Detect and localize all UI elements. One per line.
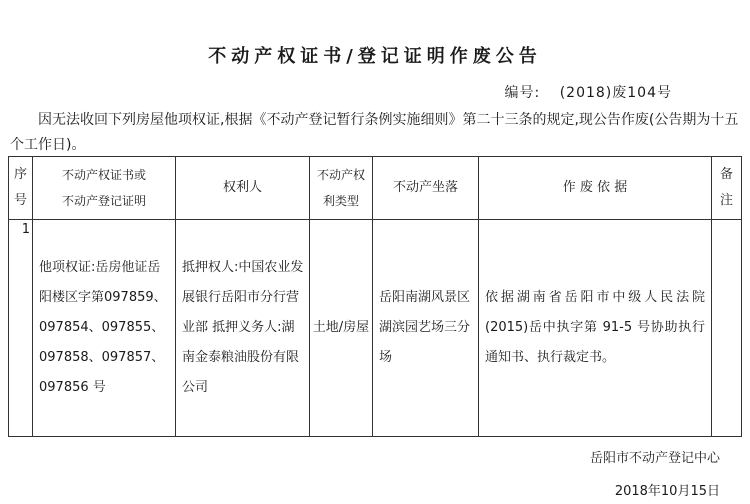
table-header-row: [9, 157, 742, 220]
cell-note: [712, 220, 742, 437]
document-number-label: 编号:: [504, 85, 541, 101]
header-seq-line1: 序: [13, 167, 27, 182]
document-number-value: (2018)废104号: [559, 85, 672, 101]
cell-seq: 1: [9, 220, 33, 437]
cell-certificate: 他项权证:岳房他证岳阳楼区字第097859、097854、097855、097858、097857、097856 号: [33, 220, 176, 437]
cell-right-type: 土地/房屋: [310, 220, 373, 437]
header-seq-line2: 号: [13, 193, 27, 208]
issuing-organization: 岳阳市不动产登记中心: [589, 451, 720, 466]
document-number: [505, 82, 672, 102]
header-note: [712, 157, 742, 220]
cell-holder: 抵押权人:中国农业发展银行岳阳市分行营业部 抵押义务人:湖南金泰粮油股份有限公司: [176, 220, 310, 437]
header-location: 不动产坐落: [373, 157, 479, 220]
header-basis: 作 废 依 据: [479, 157, 712, 220]
header-right-type: [310, 157, 373, 220]
header-right-type-line1: 不动产权: [316, 168, 365, 182]
header-right-type-line2: 利类型: [322, 194, 359, 208]
void-certificate-table: [8, 156, 742, 437]
header-certificate-line2: 不动产登记证明: [61, 194, 146, 208]
notice-title: 不动产权证书/登记证明作废公告: [208, 46, 542, 67]
header-note-line2: 注: [719, 193, 733, 208]
intro-paragraph: 因无法收回下列房屋他项权证,根据《不动产登记暂行条例实施细则》第二十三条的规定,现公告作废(公告期为十五个工作日)。: [10, 112, 739, 153]
header-certificate: [33, 157, 176, 220]
header-note-line1: 备: [719, 167, 733, 182]
table-row: [9, 220, 742, 437]
header-holder: 权利人: [176, 157, 310, 220]
issue-date: 2018年10月15日: [614, 484, 720, 499]
header-seq: [9, 157, 33, 220]
cell-location: 岳阳南湖风景区湖滨园艺场三分场: [373, 220, 479, 437]
cell-basis: 依据湖南省岳阳市中级人民法院(2015)岳中执字第 91-5 号协助执行通知书、执行裁定书。: [479, 220, 712, 437]
header-certificate-line1: 不动产权证书或: [61, 168, 146, 182]
